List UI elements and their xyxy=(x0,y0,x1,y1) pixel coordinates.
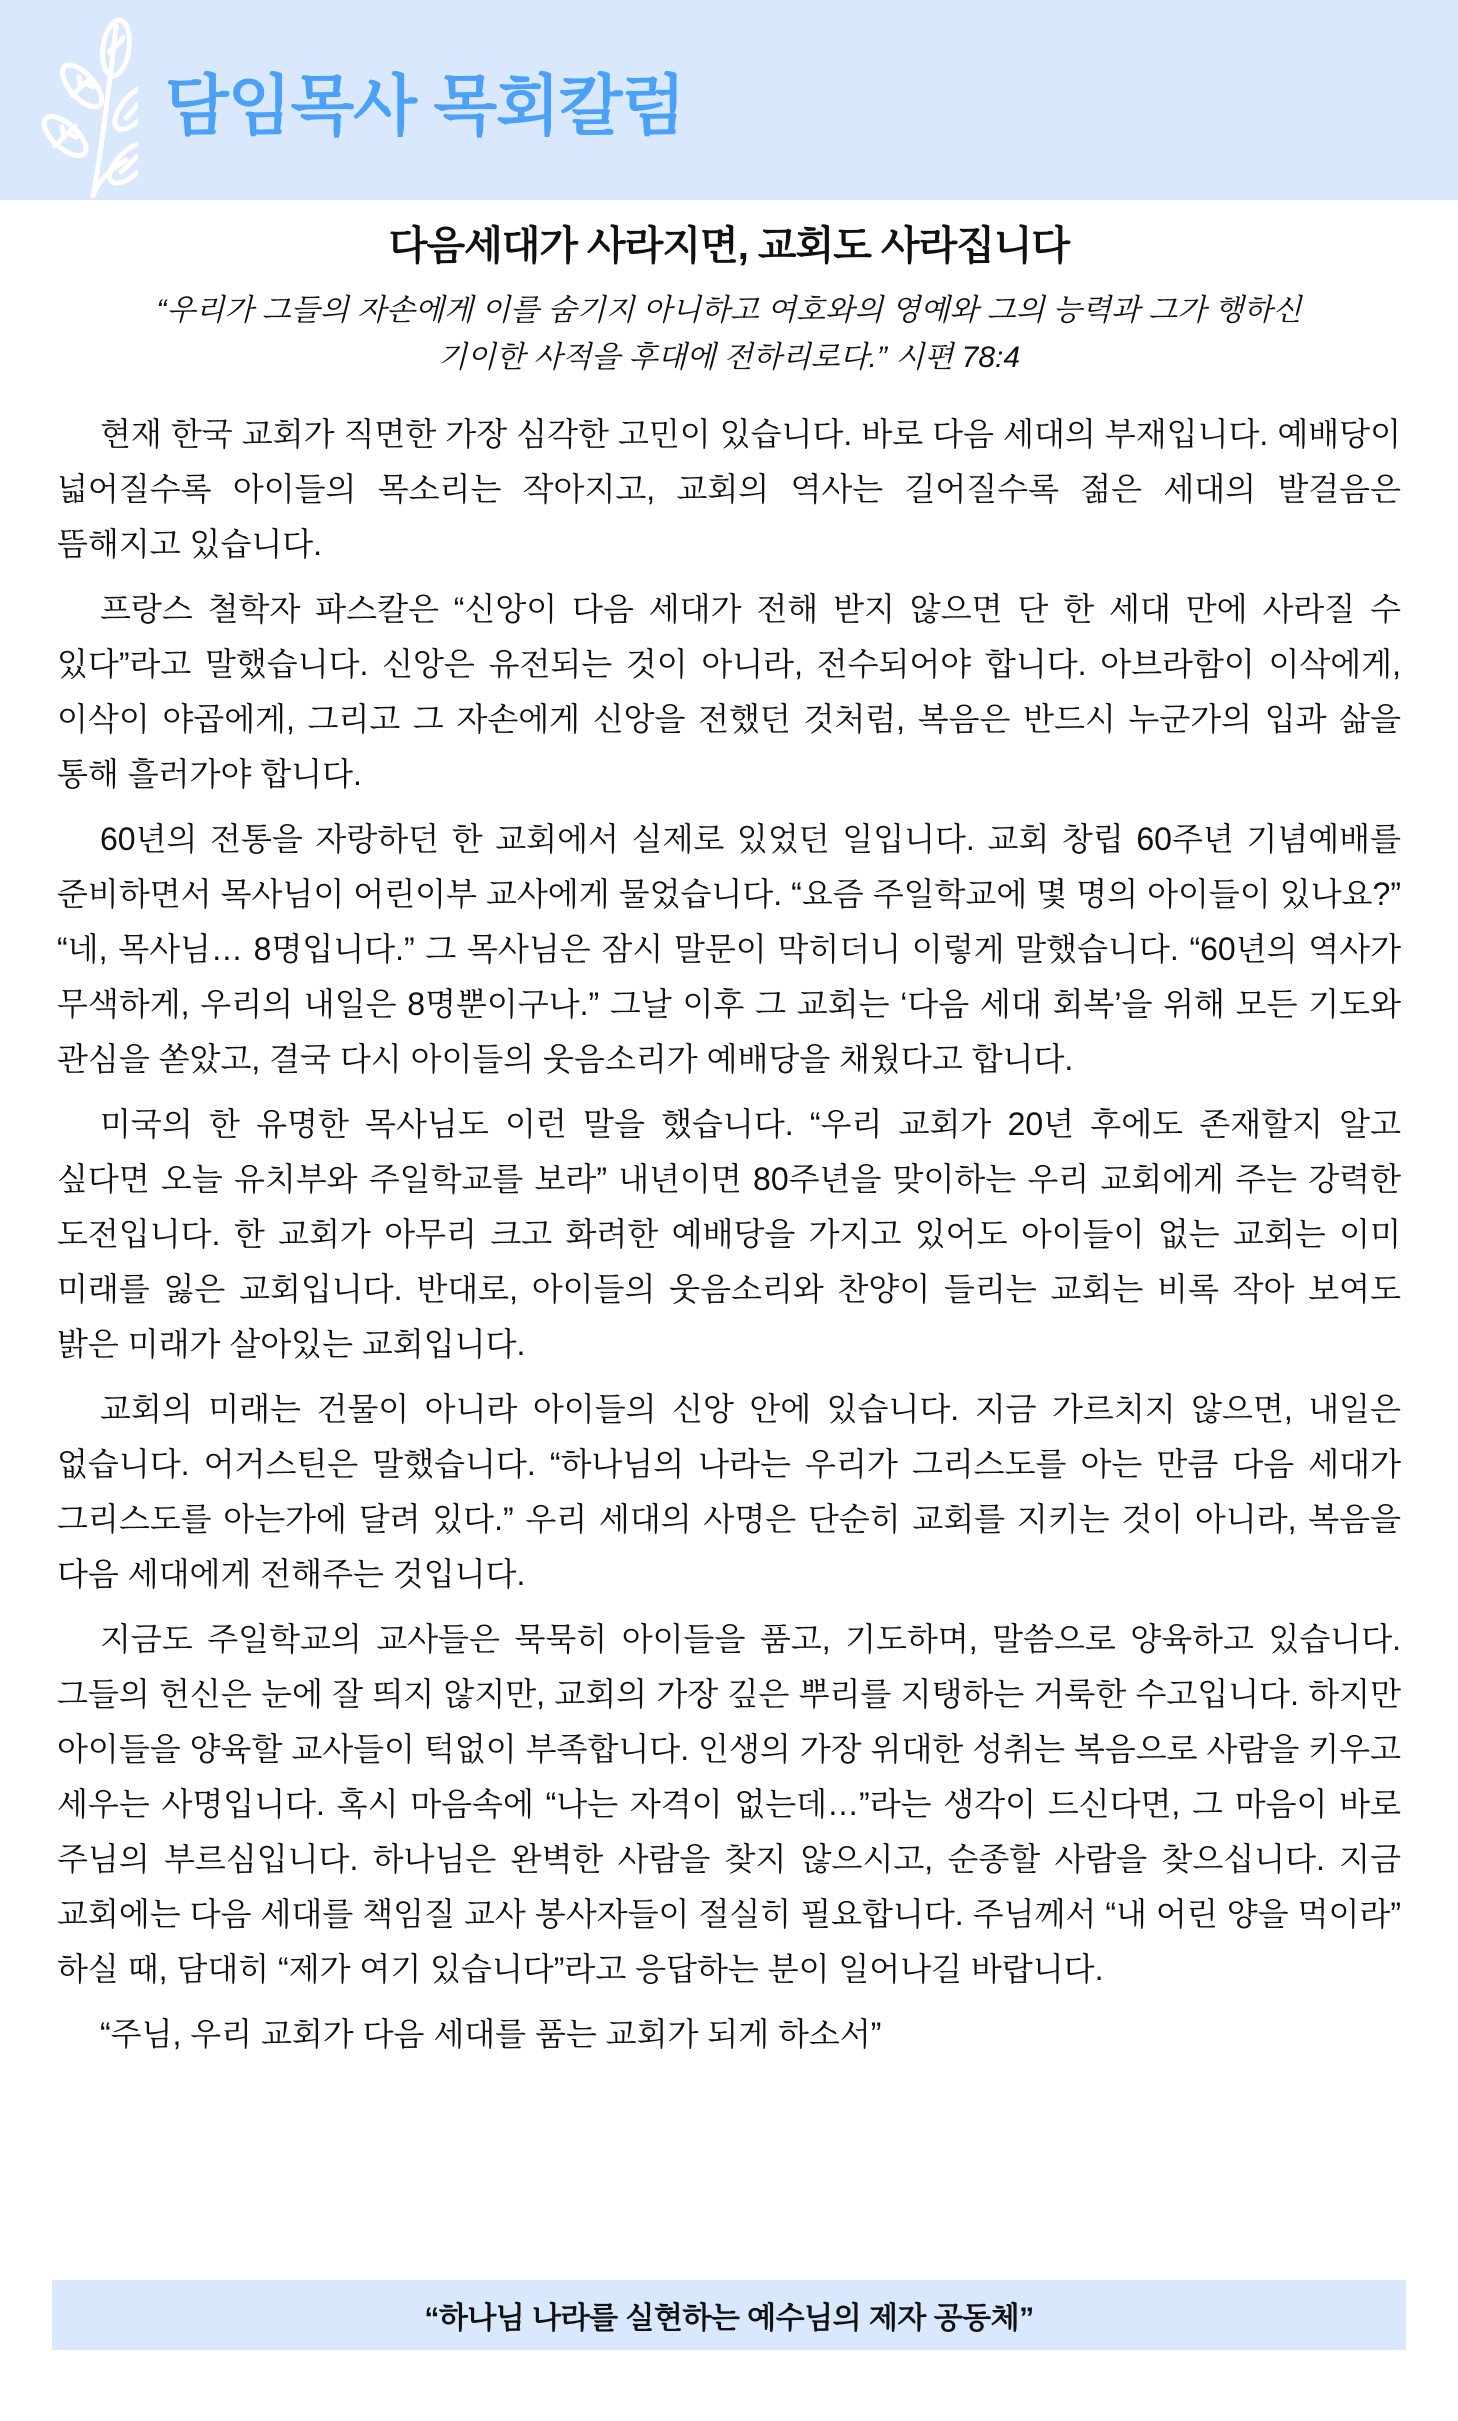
paragraph-6: 지금도 주일학교의 교사들은 묵묵히 아이들을 품고, 기도하며, 말씀으로 양육하고 있습니다. 그들의 헌신은 눈에 잘 띄지 않지만, 교회의 가장 깊은 뿌리를 지탱하는 거룩한 수고입니다. 하지만 아이들을 양육할 교사들이 턱없이 부족합니다. 인생의 가장 위대한 성취는 복음으로 사람을 키우고 세우는 사명입니다. 혹시 마음속에 “나는 자격이 없는데…”라는 생각이 드신다면, 그 마음이 바로 주님의 부르심입니다. 하나님은 완벽한 사람을 찾지 않으시고, 순종할 사람을 찾으십니다. 지금 교회에는 다음 세대를 책임질 교사 봉사자들이 절실히 필요합니다. 주님께서 “내 어린 양을 먹이라” 하실 때, 담대히 “제가 여기 있습니다”라고 응답하는 분이 일어나길 바랍니다. xyxy=(57,1621,1401,1987)
article-title: 다음세대가 사라지면, 교회도 사라집니다 xyxy=(388,224,1070,268)
leaf-branch-icon xyxy=(38,8,138,198)
header-band xyxy=(0,0,1458,200)
footer-band xyxy=(52,2280,1406,2350)
paragraph-3: 60년의 전통을 자랑하던 한 교회에서 실제로 있었던 일입니다. 교회 창립 60주년 기념예배를 준비하면서 목사님이 어린이부 교사에게 물었습니다. “요즘 주일학교에 몇 명의 아이들이 있나요?” “네, 목사님… 8명입니다.” 그 목사님은 잠시 말문이 막히더니 이렇게 말했습니다. “60년의 역사가 무색하게, 우리의 내일은 8명뿐이구나.” 그날 이후 그 교회는 ‘다음 세대 회복’을 위해 모든 기도와 관심을 쏟았고, 결국 다시 아이들의 웃음소리가 예배당을 채웠다고 합니다. xyxy=(57,821,1401,1077)
paragraph-2: 프랑스 철학자 파스칼은 “신앙이 다음 세대가 전해 받지 않으면 단 한 세대 만에 사라질 수 있다”라고 말했습니다. 신앙은 유전되는 것이 아니라, 전수되어야 합니다. 아브라함이 이삭에게, 이삭이 야곱에게, 그리고 그 자손에게 신앙을 전했던 것처럼, 복음은 반드시 누군가의 입과 삶을 통해 흘러가야 합니다. xyxy=(57,591,1401,792)
column-banner-title: 담임목사 목회칼럼 xyxy=(165,68,685,143)
scripture-quote xyxy=(144,288,1314,381)
paragraph-7-prayer: “주님, 우리 교회가 다음 세대를 품는 교회가 되게 하소서” xyxy=(100,2016,882,2052)
paragraph-1: 현재 한국 교회가 직면한 가장 심각한 고민이 있습니다. 바로 다음 세대의 부재입니다. 예배당이 넓어질수록 아이들의 목소리는 작아지고, 교회의 역사는 길어질수록 젊은 세대의 발걸음은 뜸해지고 있습니다. xyxy=(57,416,1401,562)
article-body xyxy=(57,407,1401,2062)
scripture-text: “우리가 그들의 자손에게 이를 숨기지 아니하고 여호와의 영예와 그의 능력과 그가 행하신 기이한 사적을 후대에 전하리로다.” xyxy=(156,294,1302,374)
paragraph-4: 미국의 한 유명한 목사님도 이런 말을 했습니다. “우리 교회가 20년 후에도 존재할지 알고 싶다면 오늘 유치부와 주일학교를 보라” 내년이면 80주년을 맞이하는 우리 교회에게 주는 강력한 도전입니다. 한 교회가 아무리 크고 화려한 예배당을 가지고 있어도 아이들이 없는 교회는 이미 미래를 잃은 교회입니다. 반대로, 아이들의 웃음소리와 찬양이 들리는 교회는 비록 작아 보여도 밝은 미래가 살아있는 교회입니다. xyxy=(57,1106,1401,1362)
scripture-reference: 시편 78:4 xyxy=(895,340,1021,374)
church-motto: “하나님 나라를 실현하는 예수님의 제자 공동체” xyxy=(424,2302,1034,2335)
article xyxy=(0,200,1458,2062)
paragraph-5: 교회의 미래는 건물이 아니라 아이들의 신앙 안에 있습니다. 지금 가르치지 않으면, 내일은 없습니다. 어거스틴은 말했습니다. “하나님의 나라는 우리가 그리스도를 아는 만큼 다음 세대가 그리스도를 아는가에 달려 있다.” 우리 세대의 사명은 단순히 교회를 지키는 것이 아니라, 복음을 다음 세대에게 전해주는 것입니다. xyxy=(57,1391,1401,1592)
